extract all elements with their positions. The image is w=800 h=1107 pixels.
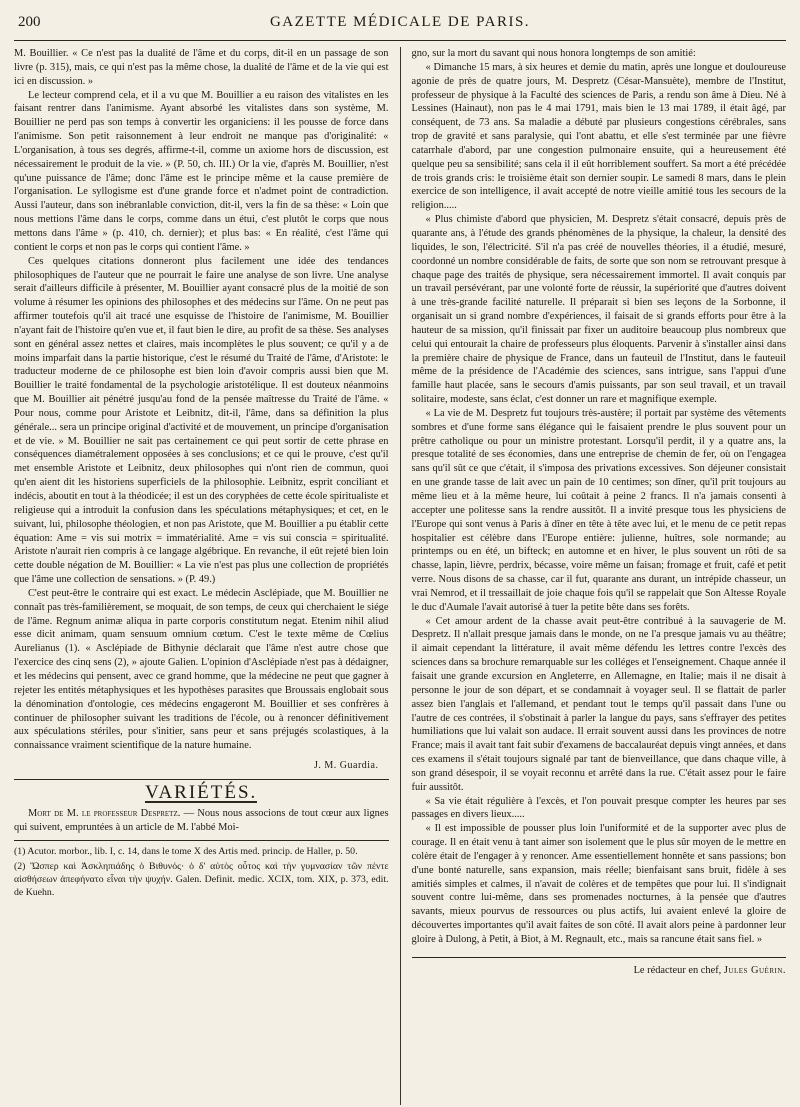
- column-divider: [400, 47, 401, 1105]
- article-paragraph: Le lecteur comprend cela, et il a vu que M. Bouillier a eu raison des vitalistes en les faisant rentrer dans l'animisme. Ayant absorbé les vitalistes dans son système, M. Bouillier ne perd pas son temps à convertir les organiciens: il les pousse de force dans l'animisme. Son petit raisonnement à leur endroit ne manque pas d'originalité: « L'organisation, à tous ses degrés, affirme-t-il, comme un axiome hors de discussion, est nécessairement le produit de la vie. » (P. 50, ch. III.) Or la vie, d'après M. Bouillier, n'est qu'une puissance de l'âme; donc l'âme est le principe même et la cause première de l'organisation. Le syllogisme est d'une grande force et n'admet point de contradiction. Aussi l'auteur, dans son inébranlable conviction, dit-il, vers la fin de sa thèse: « Loin que nous mettions l'âme dans le corps, comme dans un étui, c'est plutôt le corps que nous mettons dans l'âme » (p. 410, ch. dernier); et plus bas: « En réalité, c'est l'âme qui contient le corps et non pas le corps qui contient l'âme. »: [14, 89, 389, 253]
- varietes-lead-in: Mort de M. le professeur Despretz.: [28, 807, 181, 819]
- page-header: [14, 14, 786, 41]
- editor-line: [412, 957, 787, 978]
- article-paragraph: « Plus chimiste d'abord que physicien, M. Despretz s'était consacré, depuis près de quarante ans, à l'étude des grands phénomènes de la physique, la chaleur, la densité des liquides, le son, l'électricité. S'il n'a pas créé de nouvelles théories, il a étudié, mesuré, coordonné un nombre considérable de faits, de sorte que son nom se retrouvant presque à chaque page des traités de physique, sera nécessairement immortel. Il avait conquis par un travail persévérant, par une volonté forte de réussir, la supériorité que d'autres doivent à une très-grande facilité naturelle. Il préparait si bien ses leçons de la Sorbonne, il organisait un si grand nombre d'expériences, il faisait de si grands efforts pour être à la hauteur de sa mission, qu'il finissait par fixer un auditoire beaucoup plus nombreux que celui qui entourait la chaire de professeurs plus éloquents. Parvenir à s'installer ainsi dans la première chaire de physique de France, dans un fauteuil de l'Institut, dans le fauteuil même de la présidence de l'Académie des sciences, sans intrigue, sans l'appui d'une famille haut placée, sans le secours d'amis puissants, par son seul travail, et un travail solitaire, modeste, sans éclat, c'est donner un rare et magnifique exemple.: [411, 214, 786, 406]
- footnotes: [14, 840, 389, 899]
- right-column: [404, 47, 787, 1105]
- text-columns: [14, 47, 786, 1105]
- article-paragraph: « Sa vie était régulière à l'excès, et l'on pouvait presque compter les heures par ses passages en divers lieux.....: [411, 795, 786, 821]
- article-paragraph: M. Bouillier. « Ce n'est pas la dualité de l'âme et du corps, dit-il en un passage de son livre (p. 315), mais, ce qui n'est pas la même chose, la dualité de l'âme et de la vie qui est ici en discussion. »: [14, 48, 389, 87]
- article-paragraph: « Il est impossible de pousser plus loin l'uniformité et de la supporter avec plus de courage. Il en était venu à tant aimer son isolement que le plus sûr moyen de le mettre en colère était de l'engager à y renoncer. Ame essentiellement honnête et sans passions; bon d'une bonté naturelle, sans expansion, mais réelle; bienfaisant sans bruit, fidèle à ses amitiés simples et calmes, il n'avait de colères et de tempêtes que pour lui. Il s'indignait souvent contre lui-même, dans ses promenades nocturnes, à la pensée que d'autres savants, mieux pourvus de ressources ou plus actifs, lui avaient enlevé la gloire de découvertes importantes qu'il avait faites de son côté. Il avait alors peine à pardonner leur gloire à Dulong, à Petit, à Biot, à M. Regnault, etc., mais sa rancune était sans fiel. »: [411, 823, 786, 945]
- article-paragraph: « Dimanche 15 mars, à six heures et demie du matin, après une longue et douloureuse agonie de près de quatre jours, M. Despretz (César-Mansuète), membre de l'Institut, professeur de physique à la Faculté des sciences de Paris, a rendu son âme à Dieu. Né à Lessines (Hainaut), non pas le 4 mai 1791, mais bien le 13 mai 1789, il était âgé, par conséquent, de 73 ans. Sa maladie a débuté par plusieurs congestions cérébrales, sans trop de gravité et sans paralysie, qui l'ont abattu, et elle s'est terminée par une fièvre catarrhale d'abord, par une congestion pulmonaire ensuite, qui a heureusement été quelque peu sa sensibilité; sans cela il il eût horriblement souffert. Sa mort a été précédée de trois grands cris: le troisième était son dernier soupir. Le samedi 8 mars, dans le plein exercice de son intelligence, il avait accepté de notre vieille amitié tous les secours de la religion.....: [411, 61, 786, 212]
- article-paragraph: C'est peut-être le contraire qui est exact. Le médecin Asclépiade, que M. Bouillier ne connaît pas très-familièrement, se moquait, de son temps, de ceux qui cherchaient le siége de l'âme. Regnum animæ aliqua in parte corporis constitutum negat. Etenim nihil aliud esse dicit animam, quam sensuum omnium cœtum. C'est le texte même de Cœlius Aurelianus (1). « Asclépiade de Bithynie déclarait que l'âme n'est autre chose que l'exercice des cinq sens (2), » ajoute Galien. L'opinion d'Asclépiade n'est pas à dédaigner, et les médecins qui pensent, avec ce grand homme, que la médecine ne peut que gagner à rejeter les entités métaphysiques et les hypothèses parasites que Broussais englobait sous la dénomination d'ontologie, ces médecins engageront M. Bouillier et ses confrères à continuer de philosopher suivant les traditions de l'école, ou à renoncer définitivement aux spéculations stériles, pour s'initier, sans peur et sans préjugés scolastiques, à la connaissance vraiment scientifique de la nature humaine.: [14, 587, 389, 752]
- section-title: [14, 779, 389, 803]
- editor-label: Le rédacteur en chef,: [633, 964, 724, 976]
- section-title-text: VARIÉTÉS.: [145, 781, 258, 803]
- left-column: [14, 47, 397, 1105]
- article-paragraph: « Cet amour ardent de la chasse avait peut-être contribué à la sauvagerie de M. Despretz. Il n'allait presque jamais dans le monde, on ne l'a presque jamais vu au théâtre; il aimait cependant la littérature, il avait même défendu les lettres contre l'excès des sciences dans sa brochure remarquable sur les colléges et l'enseignement. Chaque année il faisait une grande excursion en Angleterre, en Allemagne, en Italie; mais il ne disait à personne le jour de son départ, et se condamnait à voyager seul. Il se flattait de parler assez bien l'anglais et l'allemand, et pendant tout le temps qu'il passait dans l'une ou l'autre de ces contrées, il s'obstinait à parler la langue du pays, sans s'effrayer des petites humiliations que lui valait son audace. Il errait souvent aussi dans les provinces de notre France; mais il avait tant fait subir d'examens de baccalauréat depuis vingt années, et dans ces examens il s'était toujours signalé par tant de bienveillance, que dans chaque ville, à son grand désespoir, il se voyait reconnu et arrêté dans la rue. C'était assez pour le faire fuir aussitôt.: [411, 615, 786, 793]
- footnote: (2) Ὥσπερ καὶ Ἀσκληπιάδης ὁ Βιθυνός· ὁ δ' αὐτὸς οὗτος καὶ τὴν γυμνασίαν τῶν πέντε αἰσθήσεων ἀπεφήνατο εἶναι τὴν ψυχήν. Galen. Definit. medic. XCIX, tom. XIX, p. 373, edit. de Kuehn.: [14, 861, 389, 899]
- article-paragraph: Ces quelques citations donneront plus facilement une idée des tendances philosophiques de l'auteur que ne pourrait le faire une analyse de son livre. Une analyse serait d'ailleurs difficile à présenter, M. Bouillier ayant consacré plus de la moitié de son volume à résumer les opinions des philosophes et des médecins sur l'âme. On ne peut pas affirmer toutefois qu'il ait tracé une esquisse de l'histoire de l'animisme, M. Bouillier n'ayant fait de l'histoire qu'en vue et, il faut bien le dire, au profit de sa thèse. Ses analyses sont en général assez nettes et claires, mais incomplètes le plus souvent; ce qu'il y a de moins imparfait dans la partie historique, c'est le résumé du Traité de l'âme, d'Aristote: le traducteur moderne de ce philosophe est bien loin d'avoir compris aussi bien que M. Bouillier le traité fondamental de la psychologie aristotélique. Il est douteux néanmoins que M. Bouillier ait pénétré jusqu'au fond de la pensée maîtresse du Traité de l'âme. « Pour nous, comme pour Aristote et Leibnitz, dit-il, l'âme, dans sa définition la plus générale... sera un principe original d'activité et de mouvement, un principe d'organisation et de vie. » M. Bouillier ne sait pas certainement ce qui peut sortir de cette phrase en conséquences diamétralement opposées à ses conclusions; et ce qui le prouve, c'est qu'il met ensemble Aristote et Leibnitz, deux philosophes qui n'ont rien de commun, quoi qu'en aient dit les historiens superficiels de la philosophie. Leibnitz, esprit conciliant et indécis, aboutit en tout à la théodicée; il est un des coryphées de cette école spiritualiste et religieuse qui a introduit la confusion dans les spéculations métaphysiques; et cet, en le suivant, lui, philosophe théologien, et non pas Aristote, que M. Bouillier a pu établir cette équation: Ame = vis sui motrix = immatérialité. Ame = vis sui conscia = spiritualité. Aristote n'aurait rien compris à ce langage algébrique. En revanche, il eût rejeté bien loin cette double négation de M. Bouillier: « La vie n'est pas plus une collection de propriétés que l'âme une collection de sensations. » (P. 49.): [14, 255, 389, 586]
- footnote: (1) Acutor. morbor., lib. I, c. 14, dans le tome X des Artis med. princip. de Haller, p. 50.: [14, 846, 358, 858]
- author-signature: J. M. Guardia.: [314, 760, 379, 772]
- article-paragraph: gno, sur la mort du savant qui nous honora longtemps de son amitié:: [411, 48, 696, 59]
- editor-name: Jules Guérin.: [723, 964, 786, 976]
- page-number: 200: [18, 14, 41, 30]
- varietes-paragraph: [14, 807, 389, 835]
- journal-title: GAZETTE MÉDICALE DE PARIS.: [269, 14, 531, 30]
- article-paragraph: « La vie de M. Despretz fut toujours très-austère; il portait par système des vêtements sombres et d'une forme sans élégance qui le faisaient prendre le plus souvent pour un prêtre catholique ou pour un ministre protestant. Lorsqu'il perdit, il y a quatre ans, la presque totalité de ses économies, dans une entreprise de chemin de fer, où on l'engagea sans qu'il sût ce que c'était, il s'imposa des privations excessives. Son déjeuner consistait en une grande tasse de lait avec un pain de 10 centimes; son dîner, qu'il prit toujours au même lieu et à la même heure, lui coûtait à peine 2 francs. Il n'a jamais consenti à accepter une politesse sans la rendre aussitôt. Il a invité presque tous les physiciens de l'Europe qui sont venus à Paris à dîner en tête à tête avec lui, et le menu de ce petit repas hospitalier est célèbre dans l'Europe entière: julienne, huîtres, sole normande; au printemps ou en été, un bifteck; en automne et en hiver, le plus souvent un rôti de sa chasse, lapin, lièvre, perdrix, bécasse, voire même un faisan; fromage et fruit, café et petit verre. Nous disons de sa chasse, car il fut, quarante ans durant, un intrépide chasseur, un vrai Nemrod, et il tressaillait de joie chaque fois qu'il se rappelait que Son Altesse Royale le duc d'Aumale l'avait autorisé à tuer la petite bête dans ses forêts.: [411, 407, 786, 613]
- varietes-text: — Nous nous associons de tout cœur aux lignes qui suivent, empruntées à un article de M. l'abbé Moi-: [14, 807, 389, 833]
